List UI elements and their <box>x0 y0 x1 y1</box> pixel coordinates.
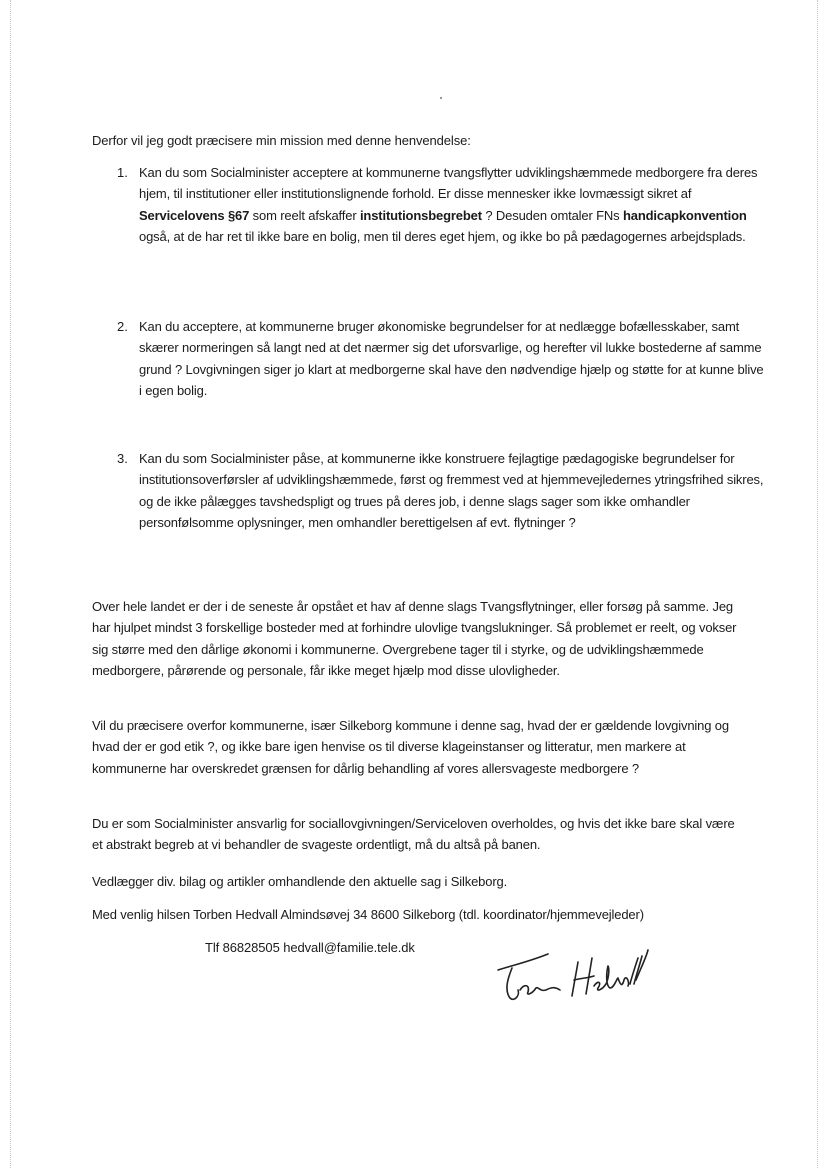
handwritten-signature <box>490 940 650 1010</box>
intro-line: Derfor vil jeg godt præcisere min mission med denne henvendelse: <box>92 133 471 148</box>
scan-edge-right <box>817 0 819 1168</box>
paragraph-regards: Med venlig hilsen Torben Hedvall Almindsøvej 34 8600 Silkeborg (tdl. koordinator/hjemmevejleder) <box>92 907 644 922</box>
item-number: 2. <box>117 319 128 334</box>
item-number: 1. <box>117 165 128 180</box>
item-number: 3. <box>117 451 128 466</box>
paragraph-forced-relocations: Over hele landet er der i de seneste år opstået et hav af denne slags Tvangsflytninger, eller forsøg på samme. Jeg har hjulpet mindst 3 forskellige bosteder med at forhindre ulovlige tvangslukninger. Så problemet er reelt, og vokser sig større med den dårlige økonomi i kommunerne. Overgrebene tager til i styrke, og de udviklingshæmmede medborgere, pårørende og personale, får ikke meget hjælp mod disse ulovligheder. <box>92 599 737 678</box>
item-text: Kan du som Socialminister påse, at kommunerne ikke konstruere fejlagtige pædagogiske begrundelser for institutionsoverførsler af udviklingshæmmede, først og fremmest ved at hjemmevejledernes ytringsfrihed sikres, og de ikke pålægges tavshedspligt og trues på deres job, i denne slags sager som ikke omhandler personfølsomme oplysninger, men omhandler berettigelsen af evt. flytninger ? <box>139 451 764 530</box>
paragraph-attachments: Vedlægger div. bilag og artikler omhandlende den aktuelle sag i Silkeborg. <box>92 874 508 889</box>
item-text: Kan du som Socialminister acceptere at kommunerne tvangsflytter udviklingshæmmede medborgere fra deres hjem, til institutioner eller institutionslignende forhold. Er disse mennesker ikke lovmæssigt sikret af Servicelovens §67 som reelt afskaffer institutionsbegrebet ? Desuden omtaler FNs handicapkonvention også, at de har ret til ikke bare en bolig, men til deres eget hjem, og ikke bo på pædagogernes arbejdsplads. <box>139 165 758 244</box>
scan-edge-left <box>10 0 12 1168</box>
contact-line: Tlf 86828505 hedvall@familie.tele.dk <box>205 940 415 955</box>
paragraph-request-clarify: Vil du præcisere overfor kommunerne, især Silkeborg kommune i denne sag, hvad der er gældende lovgivning og hvad der er god etik ?, og ikke bare igen henvise os til diverse klageinstanser og litteratur, men markere at kommunerne har overskredet grænsen for dårlig behandling af vores allersvageste medborgere ? <box>92 718 729 776</box>
scan-speck <box>440 97 442 99</box>
item-text: Kan du acceptere, at kommunerne bruger økonomiske begrundelser for at nedlægge bofællesskaber, samt skærer normeringen så langt ned at det nærmer sig det uforsvarlige, og herefter vil lukke bostederne af samme grund ? Lovgivningen siger jo klart at medborgerne skal have den nødvendige hjælp og støtte for at kunne blive i egen bolig. <box>139 319 764 398</box>
paragraph-responsibility: Du er som Socialminister ansvarlig for sociallovgivningen/Serviceloven overholdes, og hvis det ikke bare skal være et abstrakt begreb at vi behandler de svageste ordentligt, må du altså på banen. <box>92 816 735 853</box>
